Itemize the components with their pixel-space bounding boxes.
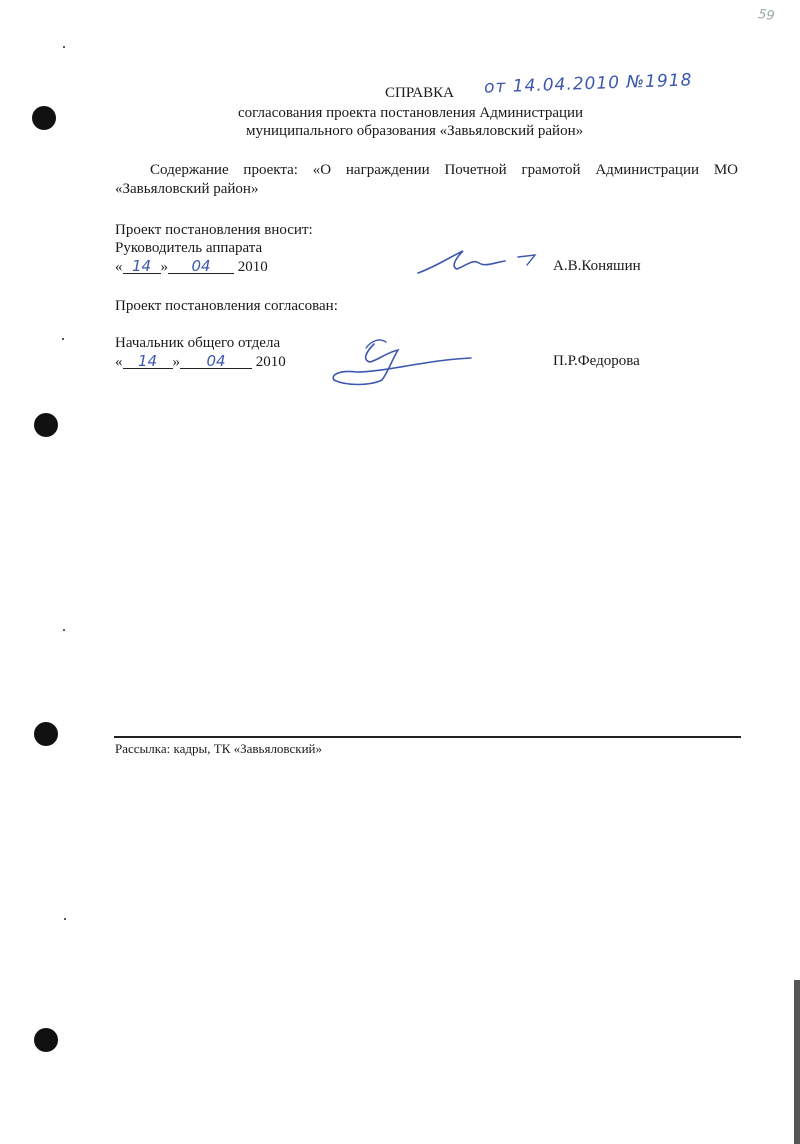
document-title: СПРАВКА <box>385 85 454 101</box>
date-close-quote: » <box>160 259 168 275</box>
subtitle-line-2: муниципального образования «Завьяловский район» <box>246 123 584 139</box>
submitter-name: А.В.Коняшин <box>553 258 641 274</box>
punch-hole-4 <box>34 1028 58 1052</box>
submitter-month: 04 <box>191 257 211 275</box>
date-open-quote: « <box>115 259 123 275</box>
submitter-label: Проект постановления вносит: <box>115 222 313 238</box>
corner-mark: 59 <box>757 6 776 25</box>
punch-hole-1 <box>32 106 56 130</box>
punch-hole-3 <box>34 722 58 746</box>
approver-name: П.Р.Федорова <box>553 353 640 369</box>
approver-year: 2010 <box>255 354 286 370</box>
date-open-quote: « <box>115 354 123 370</box>
approver-signature <box>326 330 476 390</box>
approver-month: 04 <box>206 352 226 370</box>
submitter-position: Руководитель аппарата <box>115 240 263 256</box>
content-line-2: «Завьяловский район» <box>115 181 259 197</box>
approver-day: 14 <box>137 352 158 370</box>
approver-label: Проект постановления согласован: <box>115 298 338 314</box>
scan-edge-shadow <box>794 980 800 1144</box>
submitter-day: 14 <box>131 257 152 275</box>
date-close-quote: » <box>172 354 180 370</box>
submitter-date <box>115 257 268 276</box>
margin-dot <box>63 46 65 48</box>
approver-date <box>115 352 286 371</box>
margin-dot <box>64 918 66 920</box>
distribution-list: Рассылка: кадры, ТК «Завьяловский» <box>115 741 322 756</box>
subtitle-line-1: согласования проекта постановления Администрации <box>238 105 584 121</box>
submitter-year: 2010 <box>237 259 268 275</box>
margin-dot <box>63 629 65 631</box>
margin-dot <box>62 338 64 340</box>
submitter-signature <box>415 245 550 280</box>
content-line-1: Содержание проекта: «О награждении Почетной грамотой Администрации МО <box>150 162 738 178</box>
approver-position: Начальник общего отдела <box>115 335 281 351</box>
separator-line <box>114 736 741 738</box>
handwritten-reference: от 14.04.2010 №1918 <box>483 70 693 98</box>
punch-hole-2 <box>34 413 58 437</box>
